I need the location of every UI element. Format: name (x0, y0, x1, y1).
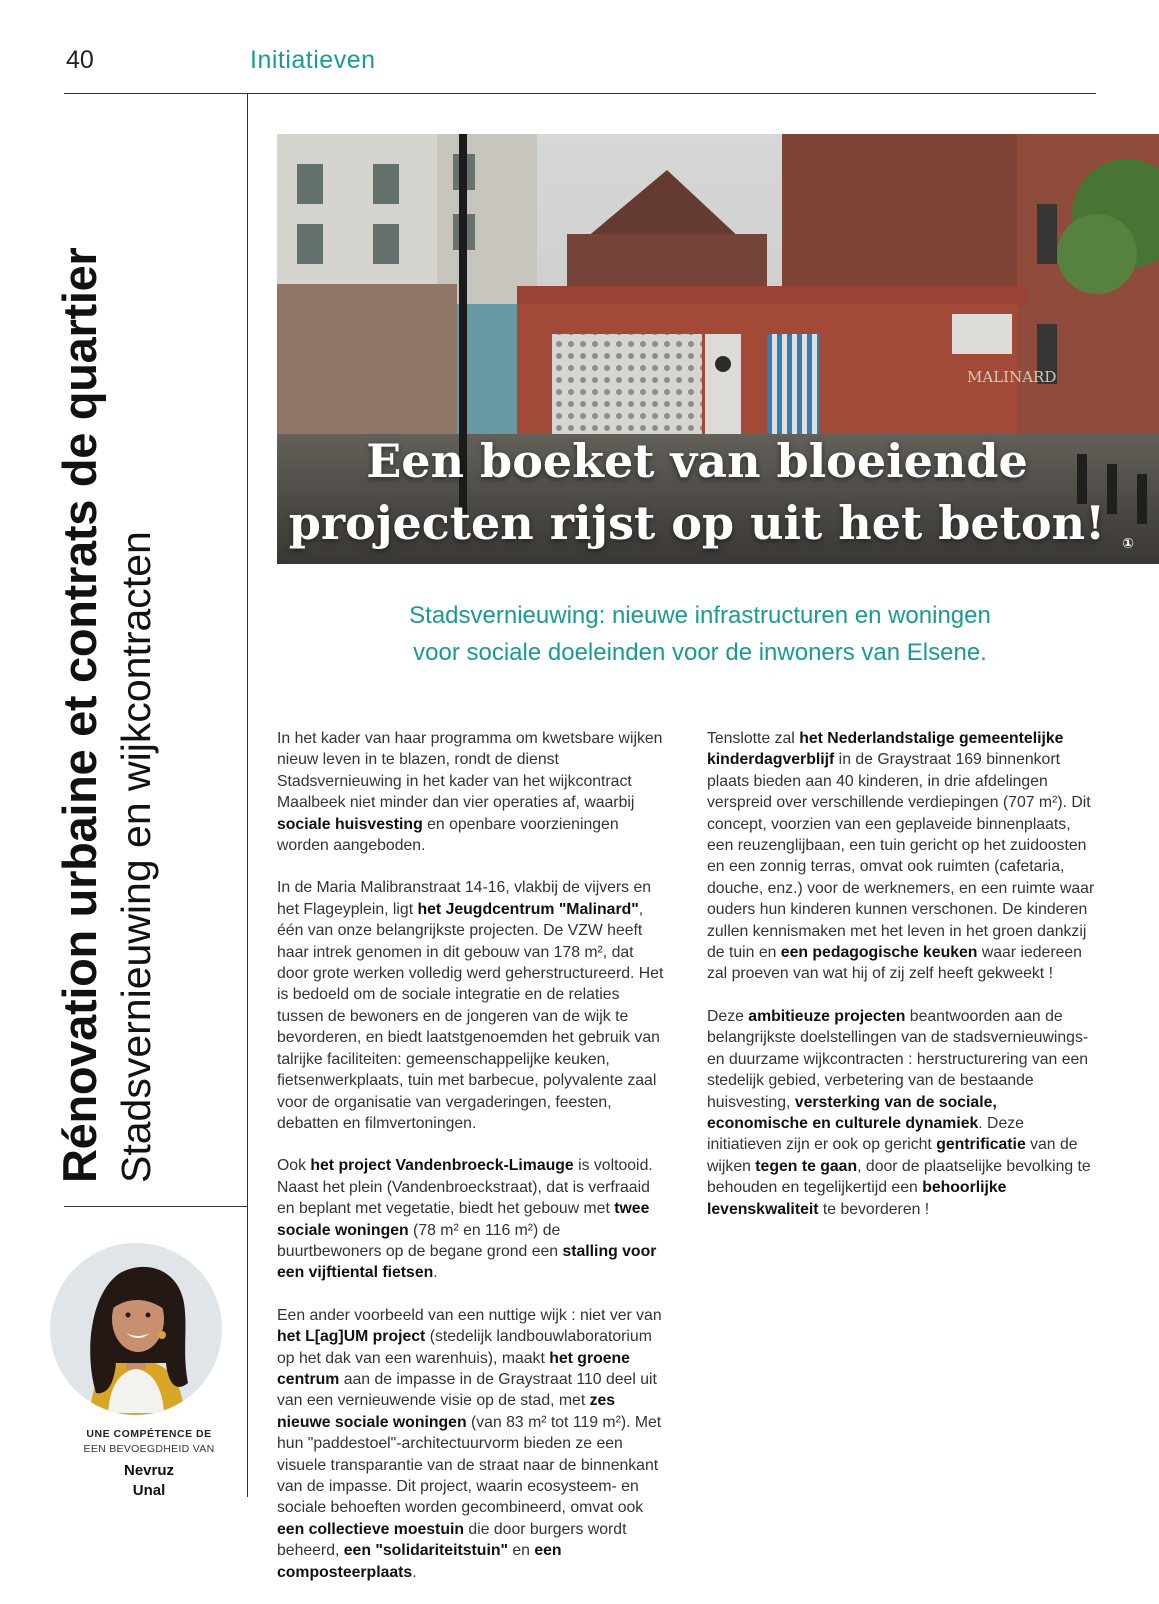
subtitle-line-2: voor sociale doeleinden voor de inwoners van Elsene. (413, 639, 987, 666)
sidebar-split-divider (64, 1206, 248, 1207)
hero-title-line-1: Een boeket van bloeiende (366, 434, 1028, 488)
paragraph-kinderdagverblijf: Tenslotte zal het Nederlandstalige gemeentelijke kinderdagverblijf in de Graystraat 169 binnenkort plaats bieden aan 40 kinderen, in drie afdelingen verspreid over verschillende verdiepingen (707 m²). Dit concept, voorzien van een geplaveide binnenplaats, een reuzenglijbaan, een tuin gericht op het zuidoosten en een zonnig terras, omvat ook ruimten (cafetaria, douche, enz.) voor de werknemers, en een ruimte waar ouders hun kinderen kunnen verschonen. De kinderen zullen kennismaken met het leven in het groen dankzij de tuin en een pedagogische keuken waar iedereen zal proeven van wat hij of zij zelf heeft gekweekt ! (707, 730, 1095, 983)
body-column-right (707, 728, 1099, 1241)
sidebar-title-nl: Stadsvernieuwing en wijkcontracten (113, 531, 159, 1183)
author-name (64, 1461, 234, 1501)
author-first-name: Nevruz (123, 1462, 175, 1479)
paragraph-intro: In het kader van haar programma om kwetsbare wijken nieuw leven in te blazen, rondt de dienst Stadsvernieuwing in het kader van het wijkcontract Maalbeek niet minder dan vier operaties af, waarbij sociale huisvesting en openbare voorzieningen worden aangeboden. (277, 730, 663, 855)
section-title: Initiatieven (250, 46, 376, 74)
photo-credit-number: ① (1122, 535, 1134, 551)
page-number: 40 (66, 46, 94, 74)
subtitle-line-1: Stadsvernieuwing: nieuwe infrastructuren en woningen (409, 602, 991, 629)
hero-title-line-2: projecten rijst op uit het beton! (288, 496, 1106, 550)
author-last-name: Unal (132, 1482, 166, 1499)
paragraph-conclusion: Deze ambitieuze projecten beantwoorden aan de belangrijkste doelstellingen van de stadsvernieuwings- en duurzame wijkcontracten : herstructurering van een stedelijk gebied, verbetering van de bestaande huisvesting, versterking van de sociale, economische en culturele dynamiek. Deze initiatieven zijn er ook op gericht gentrificatie van de wijken tegen te gaan, door de plaatselijke bevolking te behouden en tegelijkertijd een behoorlijke levenskwaliteit te bevorderen ! (707, 1007, 1091, 1218)
article-subtitle (300, 597, 1100, 671)
hero-photo (277, 134, 1159, 564)
header-divider (64, 93, 1096, 94)
hero-title (277, 430, 1117, 554)
sidebar-divider (247, 93, 248, 1497)
paragraph-vandenbroeck: Ook het project Vandenbroeck-Limauge is voltooid. Naast het plein (Vandenbroeckstraat), dat is verfraaid en beplant met vegetatie, biedt het gebouw met twee sociale woningen (78 m² en 116 m²) de buurtbewoners op de begane grond een stalling voor een vijftiental fietsen. (277, 1157, 657, 1282)
author-portrait-illustration (50, 1243, 222, 1415)
competence-label-fr: UNE COMPÉTENCE DE (86, 1428, 212, 1440)
competence-label-nl: EEN BEVOEGDHEID VAN (83, 1443, 215, 1455)
sidebar-title-fr: Rénovation urbaine et contrats de quartier (53, 247, 106, 1183)
author-avatar (50, 1243, 222, 1415)
paragraph-lagum: Een ander voorbeeld van een nuttige wijk : niet ver van het L[ag]UM project (stedelijk landbouwlaboratorium op het dak van een warenhuis), maakt het groene centrum aan de impasse in de Graystraat 110 deel uit van een vernieuwende visie op de stad, met zes nieuwe sociale woningen (van 83 m² tot 119 m²). Met hun "paddestoel"-architectuurvorm bieden ze een visuele transparantie van de straat naar de binnenkant van de impasse. Dit project, waarin ecosysteem- en sociale behoeften worden gecombineerd, omvat ook een collectieve moestuin die door burgers wordt beheerd, een "solidariteitstuin" en een composteerplaats. (277, 1306, 662, 1581)
paragraph-malinard: In de Maria Malibranstraat 14-16, vlakbij de vijvers en het Flageyplein, ligt het Jeugdcentrum "Malinard", één van onze belangrijkste projecten. De VZW heeft haar intrek genomen in dit gebouw van 178 m², dat door grote werken volledig werd geherstructureerd. Het is bedoeld om de sociale integratie en de relaties tussen de bewoners en de jongeren van de wijk te bevorderen, en biedt laatstgenoemden het gebruik van talrijke faciliteiten: gemeenschappelijke keuken, fietsenwerkplaats, tuin met barbecue, polyvalente zaal voor de organisatie van vergaderingen, feesten, debatten en filmvertoningen. (277, 879, 664, 1132)
body-column-left (277, 728, 669, 1604)
